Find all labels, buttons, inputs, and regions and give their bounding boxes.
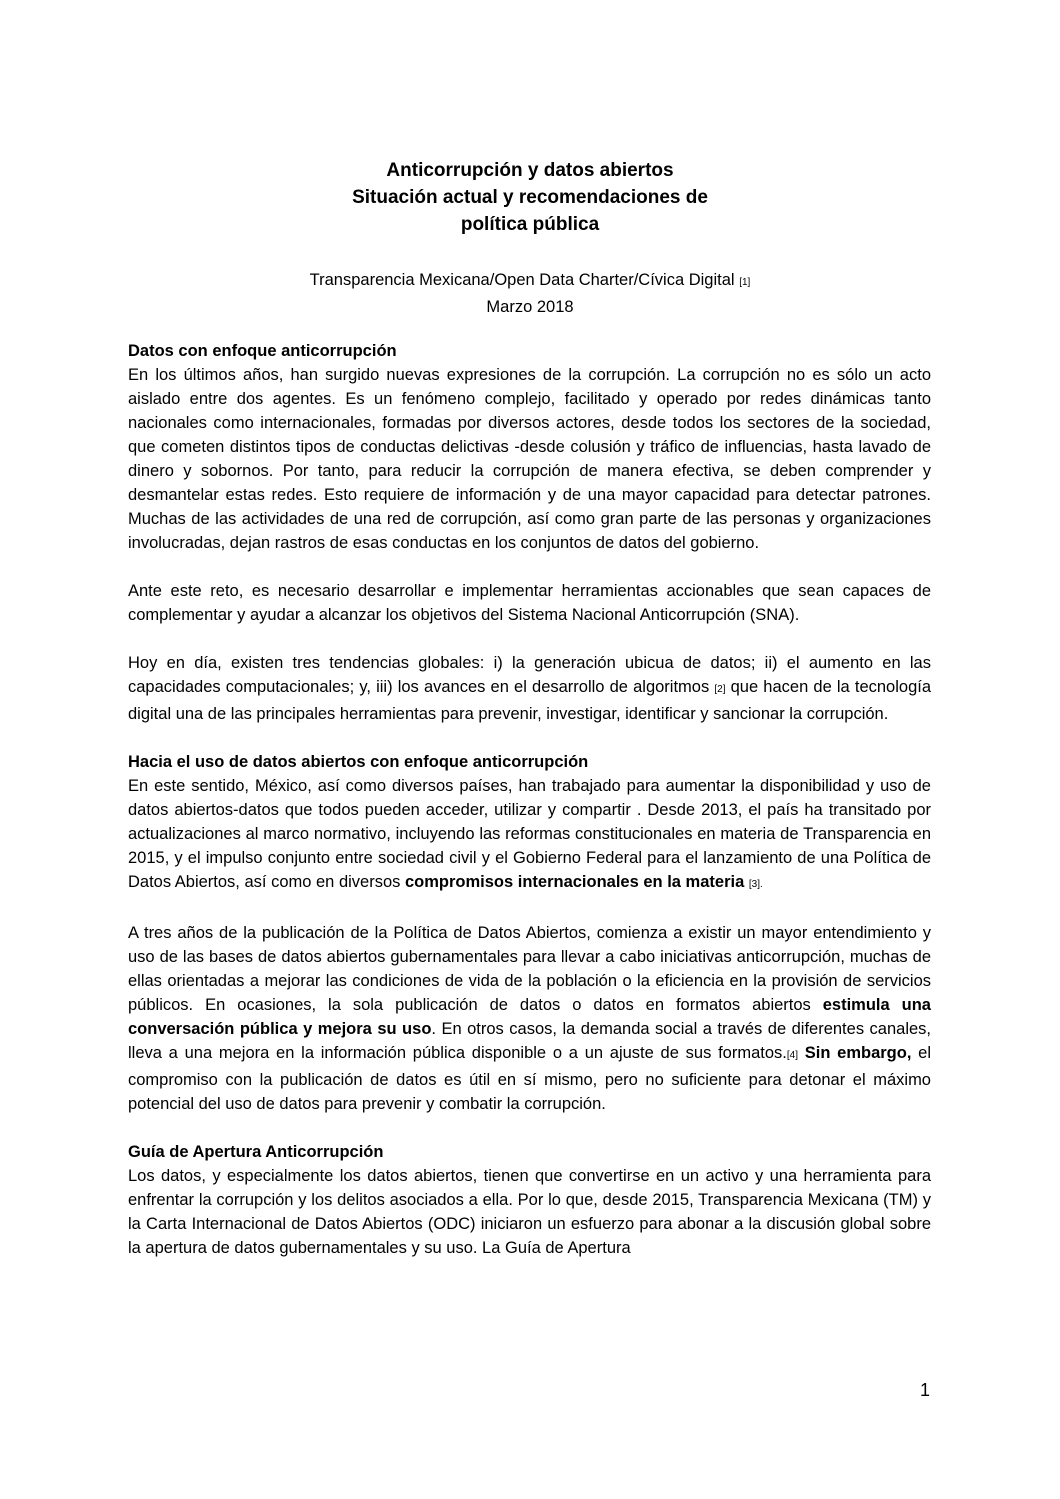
- paragraph-text: .: [759, 879, 763, 890]
- section-heading-datos-enfoque: Datos con enfoque anticorrupción: [128, 342, 397, 360]
- paragraph: [128, 651, 931, 726]
- page-number: 1: [919, 1380, 930, 1400]
- document-date: Marzo 2018: [486, 298, 574, 316]
- authors: Transparencia Mexicana/Open Data Charter/Cívica Digital: [309, 271, 735, 289]
- document-body: [128, 339, 931, 1260]
- authors-line: [0, 268, 1060, 295]
- paragraph-text: Hoy en día, existen tres tendencias globales: i) la generación ubicua de datos; ii) el aumento en las capacidades computacionales; y, iii) los avances en el desarrollo de algoritmos: [128, 654, 931, 696]
- title-line-3: política pública: [460, 214, 600, 235]
- paragraph-text: A tres años de la publicación de la Política de Datos Abiertos, comienza a existir un mayor entendimiento y uso de las bases de datos abiertos gubernamentales para llevar a cabo iniciativas anticorrupción, muchas de ellas orientadas a mejorar las condiciones de vida de la población o la eficiencia en la provisión de servicios públicos. En ocasiones, la sola publicación de datos o datos en formatos abiertos: [128, 924, 931, 1014]
- footnote-ref-1[interactable]: [1]: [739, 277, 751, 288]
- section-heading-hacia-uso: Hacia el uso de datos abiertos con enfoque anticorrupción: [128, 753, 589, 771]
- paragraph-text: . En otros casos, la demanda social a través de diferentes canales, lleva a una mejora en la información pública disponible o a un ajuste de sus formatos.: [128, 1020, 931, 1062]
- paragraph: [128, 774, 931, 897]
- paragraph-text: En este sentido, México, así como diversos países, han trabajado para aumentar la disponibilidad y uso de datos abiertos-datos que todos pueden acceder, utilizar y compartir . Desde 2013, el país ha transitado por actualizaciones al marco normativo, incluyendo las reformas constitucionales en materia de Transparencia en 2015, y el impulso conjunto entre sociedad civil y el Gobierno Federal para el lanzamiento de una Política de Datos Abiertos, así como en diversos: [128, 777, 931, 891]
- paragraph: [128, 921, 931, 1116]
- paragraph-text: que hacen de la tecnología digital una de las principales herramientas para prevenir, investigar, identificar y sancionar la corrupción.: [128, 678, 932, 723]
- document-title: [0, 157, 1060, 238]
- paragraph: En los últimos años, han surgido nuevas expresiones de la corrupción. La corrupción no es sólo un acto aislado entre dos agentes. Es un fenómeno complejo, facilitado y operado por redes dinámicas tanto nacionales como internacionales, formadas por diversos actores, desde todos los sectores de la sociedad, que cometen distintos tipos de conductas delictivas -desde colusión y tráfico de influencias, hasta lavado de dinero y sobornos. Por tanto, para reducir la corrupción de manera efectiva, se deben comprender y desmantelar estas redes. Esto requiere de información y de una mayor capacidad para detectar patrones. Muchas de las actividades de una red de corrupción, así como gran parte de las personas y organizaciones involucradas, dejan rastros de esas conductas en los conjuntos de datos del gobierno.: [128, 366, 931, 552]
- bold-text: Sin embargo,: [797, 1044, 912, 1062]
- paragraph-text: el compromiso con la publicación de datos es útil en sí mismo, pero no suficiente para detonar el máximo potencial del uso de datos para prevenir y combatir la corrupción.: [128, 1044, 932, 1113]
- footnote-ref-3[interactable]: [3]: [748, 879, 760, 890]
- paragraph: Los datos, y especialmente los datos abiertos, tienen que convertirse en un activo y una herramienta para enfrentar la corrupción y los delitos asociados a ella. Por lo que, desde 2015, Transparencia Mexicana (TM) y la Carta Internacional de Datos Abiertos (ODC) iniciaron un esfuerzo para abonar a la discusión global sobre la apertura de datos gubernamentales y su uso. La Guía de Apertura: [128, 1167, 931, 1257]
- footnote-ref-2[interactable]: [2]: [714, 684, 726, 695]
- section-heading-guia-apertura: Guía de Apertura Anticorrupción: [128, 1143, 384, 1161]
- title-line-2: Situación actual y recomendaciones de: [352, 187, 708, 208]
- bold-text: estimula una conversación pública y mejora su uso: [128, 996, 931, 1038]
- document-meta: [0, 268, 1060, 319]
- paragraph: Ante este reto, es necesario desarrollar e implementar herramientas accionables que sean capaces de complementar y ayudar a alcanzar los objetivos del Sistema Nacional Anticorrupción (SNA).: [128, 582, 931, 624]
- footnote-ref-4[interactable]: [4]: [786, 1050, 798, 1061]
- bold-text: compromisos internacionales en la materia: [404, 873, 745, 891]
- title-line-1: Anticorrupción y datos abiertos: [386, 160, 674, 181]
